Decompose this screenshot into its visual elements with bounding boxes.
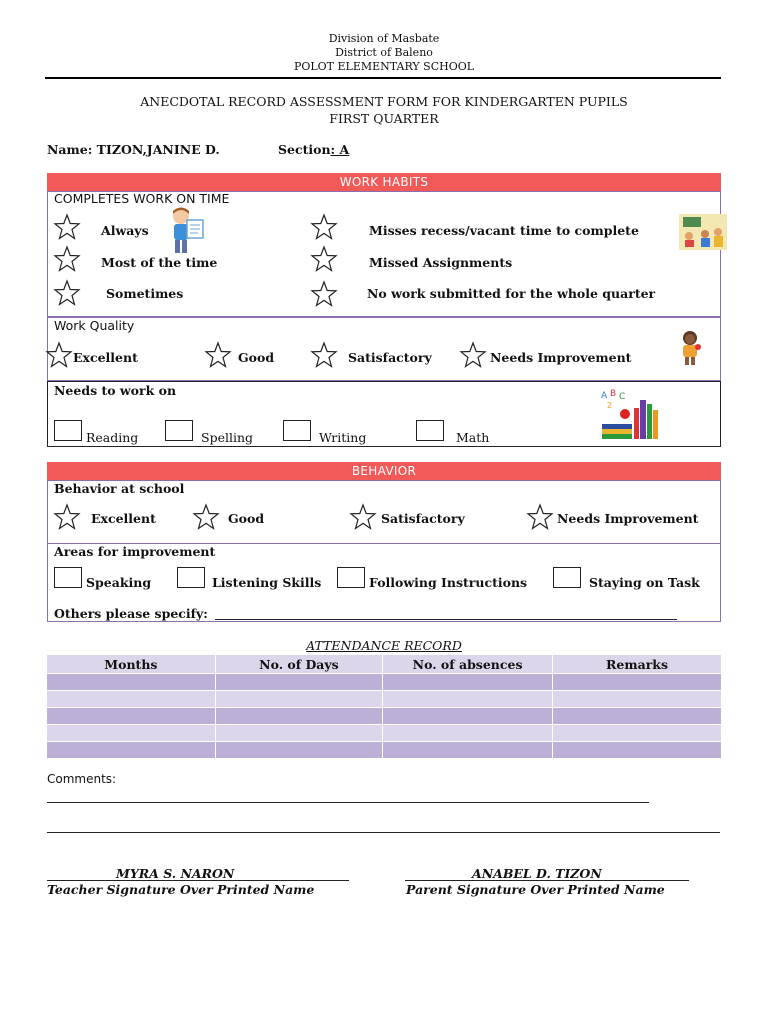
section-field bbox=[278, 142, 349, 157]
svg-text:B: B bbox=[610, 389, 617, 399]
attendance-row bbox=[47, 708, 722, 725]
attendance-cell[interactable] bbox=[47, 674, 216, 691]
star-icon[interactable] bbox=[310, 213, 338, 241]
work-habits-band: WORK HABITS bbox=[47, 173, 721, 191]
teacher-name: MYRA S. NARON bbox=[116, 866, 235, 881]
section-label: Section bbox=[278, 142, 331, 157]
pupil-name: Name: TIZON,JANINE D. bbox=[47, 142, 220, 157]
col-months: Months bbox=[47, 655, 216, 674]
col-absences: No. of absences bbox=[383, 655, 553, 674]
boy-clipart-icon bbox=[163, 206, 211, 260]
attendance-row bbox=[47, 742, 722, 759]
needs-math: Math bbox=[456, 430, 490, 445]
parent-name: ANABEL D. TIZON bbox=[472, 866, 602, 881]
attendance-cell[interactable] bbox=[553, 674, 722, 691]
checkbox-speaking[interactable] bbox=[54, 567, 82, 588]
quality-excellent: Excellent bbox=[73, 350, 138, 365]
parent-caption: Parent Signature Over Printed Name bbox=[406, 882, 665, 897]
checkbox-spelling[interactable] bbox=[165, 420, 193, 441]
behavior-satisfactory: Satisfactory bbox=[381, 511, 465, 526]
area-following: Following Instructions bbox=[369, 575, 528, 590]
checkbox-following[interactable] bbox=[337, 567, 365, 588]
attendance-cell[interactable] bbox=[47, 708, 216, 725]
star-icon[interactable] bbox=[459, 341, 487, 369]
school-name: POLOT ELEMENTARY SCHOOL bbox=[293, 60, 475, 73]
star-icon[interactable] bbox=[53, 503, 81, 531]
behavior-excellent: Excellent bbox=[91, 511, 156, 526]
others-label: Others please specify: bbox=[54, 606, 208, 621]
checkbox-staying[interactable] bbox=[553, 567, 581, 588]
attendance-cell[interactable] bbox=[215, 674, 382, 691]
star-icon[interactable] bbox=[526, 503, 554, 531]
behavior-needs-improvement: Needs Improvement bbox=[557, 511, 699, 526]
teacher-caption: Teacher Signature Over Printed Name bbox=[47, 882, 315, 897]
comments-line-1[interactable] bbox=[47, 802, 649, 803]
attendance-table bbox=[46, 654, 722, 759]
star-icon[interactable] bbox=[53, 213, 81, 241]
star-icon[interactable] bbox=[45, 341, 73, 369]
star-icon[interactable] bbox=[349, 503, 377, 531]
svg-text:A: A bbox=[601, 391, 608, 401]
star-icon[interactable] bbox=[53, 279, 81, 307]
form-quarter: FIRST QUARTER bbox=[329, 111, 439, 126]
attendance-cell[interactable] bbox=[47, 742, 216, 759]
option-no-work-submitted: No work submitted for the whole quarter bbox=[367, 286, 656, 301]
behavior-at-school-label: Behavior at school bbox=[54, 481, 185, 496]
option-always: Always bbox=[101, 223, 149, 238]
others-line[interactable] bbox=[215, 619, 677, 620]
svg-text:2: 2 bbox=[607, 401, 613, 410]
star-icon[interactable] bbox=[310, 245, 338, 273]
classroom-clipart-icon bbox=[679, 214, 727, 254]
option-misses-recess: Misses recess/vacant time to complete bbox=[369, 223, 639, 238]
attendance-cell[interactable] bbox=[47, 725, 216, 742]
attendance-row bbox=[47, 674, 722, 691]
attendance-cell[interactable] bbox=[553, 725, 722, 742]
checkbox-writing[interactable] bbox=[283, 420, 311, 441]
work-quality-label: Work Quality bbox=[54, 318, 135, 333]
svg-text:C: C bbox=[619, 392, 626, 402]
checkbox-listening[interactable] bbox=[177, 567, 205, 588]
form-title: ANECDOTAL RECORD ASSESSMENT FORM FOR KINDERGARTEN PUPILS bbox=[140, 94, 628, 109]
checkbox-math[interactable] bbox=[416, 420, 444, 441]
area-staying: Staying on Task bbox=[589, 575, 700, 590]
attendance-cell[interactable] bbox=[383, 691, 553, 708]
header-rule bbox=[45, 77, 721, 79]
needs-spelling: Spelling bbox=[201, 430, 254, 445]
attendance-cell[interactable] bbox=[215, 742, 382, 759]
attendance-cell[interactable] bbox=[215, 708, 382, 725]
comments-line-2[interactable] bbox=[47, 832, 720, 833]
option-most-of-the-time: Most of the time bbox=[101, 255, 218, 270]
books-clipart-icon bbox=[598, 388, 662, 446]
quality-good: Good bbox=[238, 350, 275, 365]
attendance-cell[interactable] bbox=[47, 691, 216, 708]
col-remarks: Remarks bbox=[553, 655, 722, 674]
section-value: : A bbox=[330, 142, 350, 157]
attendance-row bbox=[47, 725, 722, 742]
attendance-cell[interactable] bbox=[553, 691, 722, 708]
needs-reading: Reading bbox=[86, 430, 139, 445]
area-listening: Listening Skills bbox=[212, 575, 322, 590]
attendance-cell[interactable] bbox=[383, 742, 553, 759]
attendance-cell[interactable] bbox=[215, 725, 382, 742]
star-icon[interactable] bbox=[310, 280, 338, 308]
option-missed-assignments: Missed Assignments bbox=[369, 255, 513, 270]
behavior-good: Good bbox=[228, 511, 265, 526]
child-clipart-icon bbox=[676, 330, 704, 370]
attendance-cell[interactable] bbox=[383, 708, 553, 725]
behavior-band: BEHAVIOR bbox=[47, 462, 721, 480]
district-text: District of Baleno bbox=[335, 46, 433, 59]
checkbox-reading[interactable] bbox=[54, 420, 82, 441]
star-icon[interactable] bbox=[192, 503, 220, 531]
attendance-title: ATTENDANCE RECORD bbox=[306, 638, 462, 653]
attendance-cell[interactable] bbox=[553, 742, 722, 759]
work-quality-box bbox=[47, 317, 721, 381]
attendance-cell[interactable] bbox=[553, 708, 722, 725]
quality-needs-improvement: Needs Improvement bbox=[490, 350, 632, 365]
attendance-cell[interactable] bbox=[215, 691, 382, 708]
areas-label: Areas for improvement bbox=[54, 544, 216, 559]
completes-label: COMPLETES WORK ON TIME bbox=[54, 191, 230, 206]
needs-label: Needs to work on bbox=[54, 383, 177, 398]
star-icon[interactable] bbox=[53, 245, 81, 273]
attendance-header-row bbox=[47, 655, 722, 674]
star-icon[interactable] bbox=[310, 341, 338, 369]
quality-satisfactory: Satisfactory bbox=[348, 350, 432, 365]
attendance-row bbox=[47, 691, 722, 708]
option-sometimes: Sometimes bbox=[106, 286, 184, 301]
attendance-cell[interactable] bbox=[383, 674, 553, 691]
area-speaking: Speaking bbox=[86, 575, 152, 590]
star-icon[interactable] bbox=[204, 341, 232, 369]
attendance-cell[interactable] bbox=[383, 725, 553, 742]
division-text: Division of Masbate bbox=[328, 32, 440, 45]
comments-label: Comments: bbox=[47, 772, 117, 786]
needs-writing: Writing bbox=[319, 430, 367, 445]
col-days: No. of Days bbox=[215, 655, 382, 674]
